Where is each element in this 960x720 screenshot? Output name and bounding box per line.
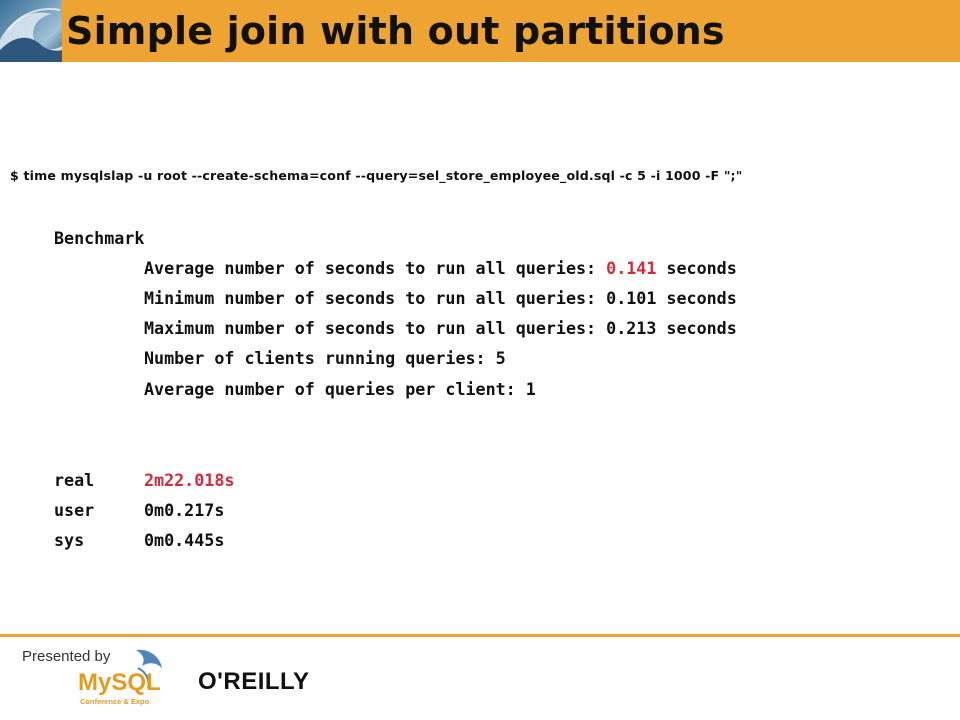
mysql-logo [76, 646, 176, 710]
benchmark-heading: Benchmark [54, 228, 145, 248]
sys-value: 0m0.445s [144, 530, 225, 550]
average-seconds-value: 0.141 [606, 258, 657, 278]
oreilly-logo: O'REILLY [198, 668, 310, 695]
queries-per-client-line: Average number of queries per client: 1 [144, 379, 536, 399]
average-seconds-unit: seconds [656, 258, 737, 278]
wave-logo-icon [0, 0, 62, 62]
minimum-seconds-line: Minimum number of seconds to run all queries: 0.101 seconds [144, 288, 737, 308]
command-line: $ time mysqlslap -u root --create-schema=conf --query=sel_store_employee_old.sql -c 5 -i 1000 -F ";" [10, 168, 743, 183]
average-seconds-line [144, 258, 737, 278]
sys-label: sys [54, 530, 85, 550]
user-label: user [54, 500, 95, 520]
user-value: 0m0.217s [144, 500, 225, 520]
real-value: 2m22.018s [144, 470, 235, 490]
maximum-seconds-line: Maximum number of seconds to run all queries: 0.213 seconds [144, 318, 737, 338]
clients-line: Number of clients running queries: 5 [144, 348, 506, 368]
presented-by-label: Presented by [22, 648, 111, 665]
average-seconds-label: Average number of seconds to run all queries: [144, 258, 607, 278]
footer-divider [0, 634, 960, 637]
slide-title: Simple join with out partitions [66, 9, 725, 53]
header-bar [0, 0, 960, 62]
mysql-conference-label: Conference & Expo [80, 697, 150, 706]
mysql-wordmark: MySQL [78, 669, 161, 696]
dolphin-icon [136, 650, 162, 668]
real-label: real [54, 470, 95, 490]
